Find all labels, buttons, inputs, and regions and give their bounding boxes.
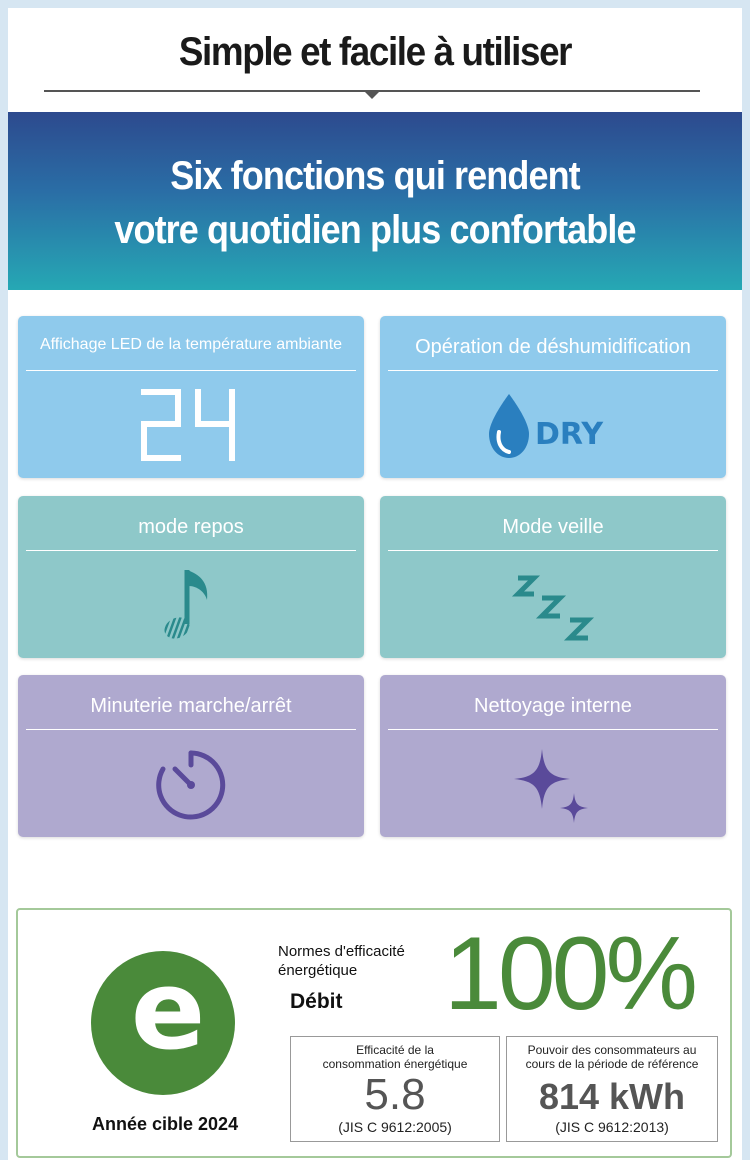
feature-label: Minuterie marche/arrêt: [90, 695, 292, 717]
box-title: [291, 1043, 499, 1071]
water-drop-icon: [380, 378, 726, 474]
card-divider: [388, 729, 718, 730]
box-title-line-1: Pouvoir des consommateurs au: [527, 1043, 697, 1057]
consumption-efficiency-box: [290, 1036, 500, 1142]
card-divider: [26, 370, 356, 371]
title-caret-icon: [364, 91, 380, 99]
feature-card-standby-mode: [380, 496, 726, 658]
box-standard: (JIS C 9612:2013): [555, 1119, 669, 1135]
feature-card-sleep-mode: [18, 496, 364, 658]
rate-value: 100%: [444, 916, 694, 1032]
box-value: 5.8: [364, 1070, 426, 1119]
feature-label: Mode veille: [502, 516, 604, 538]
target-year: Année cible 2024: [92, 1114, 239, 1134]
dry-icon-text: DRY: [535, 417, 604, 452]
feature-label: mode repos: [138, 516, 244, 538]
feature-label: Nettoyage interne: [474, 695, 632, 717]
consumption-power-box: [506, 1036, 718, 1142]
page-title: Simple et facile à utiliser: [178, 30, 572, 74]
card-divider: [388, 370, 718, 371]
feature-card-timer: [18, 675, 364, 837]
feature-card-internal-cleaning: [380, 675, 726, 837]
feature-label: Affichage LED de la température ambiante: [39, 336, 343, 353]
banner: [8, 112, 742, 290]
rate-label: Débit: [290, 990, 343, 1013]
card-divider: [388, 550, 718, 551]
efficiency-logo-icon: [88, 948, 238, 1098]
box-title-line-2: consommation énergétique: [322, 1057, 468, 1071]
standard-label-line-2: énergétique: [278, 962, 358, 979]
card-divider: [26, 550, 356, 551]
led-digits-icon: [18, 378, 364, 474]
box-value: 814 kWh: [538, 1076, 686, 1117]
energy-efficiency-panel: [16, 908, 732, 1158]
feature-label: Opération de déshumidification: [415, 336, 691, 358]
banner-line-2: votre quotidien plus confortable: [114, 208, 636, 252]
sparkle-icon: [380, 737, 726, 833]
box-title-line-1: Efficacité de la: [356, 1043, 434, 1057]
logo-letter: e: [130, 948, 206, 1074]
feature-card-led-display: [18, 316, 364, 478]
standard-label-line-1: Normes d'efficacité: [278, 943, 405, 960]
feature-card-dehumidify: [380, 316, 726, 478]
box-title: [507, 1043, 717, 1071]
standard-label: [278, 942, 405, 980]
box-title-line-2: cours de la période de référence: [525, 1057, 699, 1071]
timer-icon: [18, 737, 364, 833]
page: [8, 8, 742, 1160]
zzz-sleep-icon: [380, 558, 726, 654]
music-note-icon: [18, 558, 364, 654]
box-standard: (JIS C 9612:2005): [338, 1119, 452, 1135]
banner-line-1: Six fonctions qui rendent: [170, 154, 580, 198]
card-divider: [26, 729, 356, 730]
